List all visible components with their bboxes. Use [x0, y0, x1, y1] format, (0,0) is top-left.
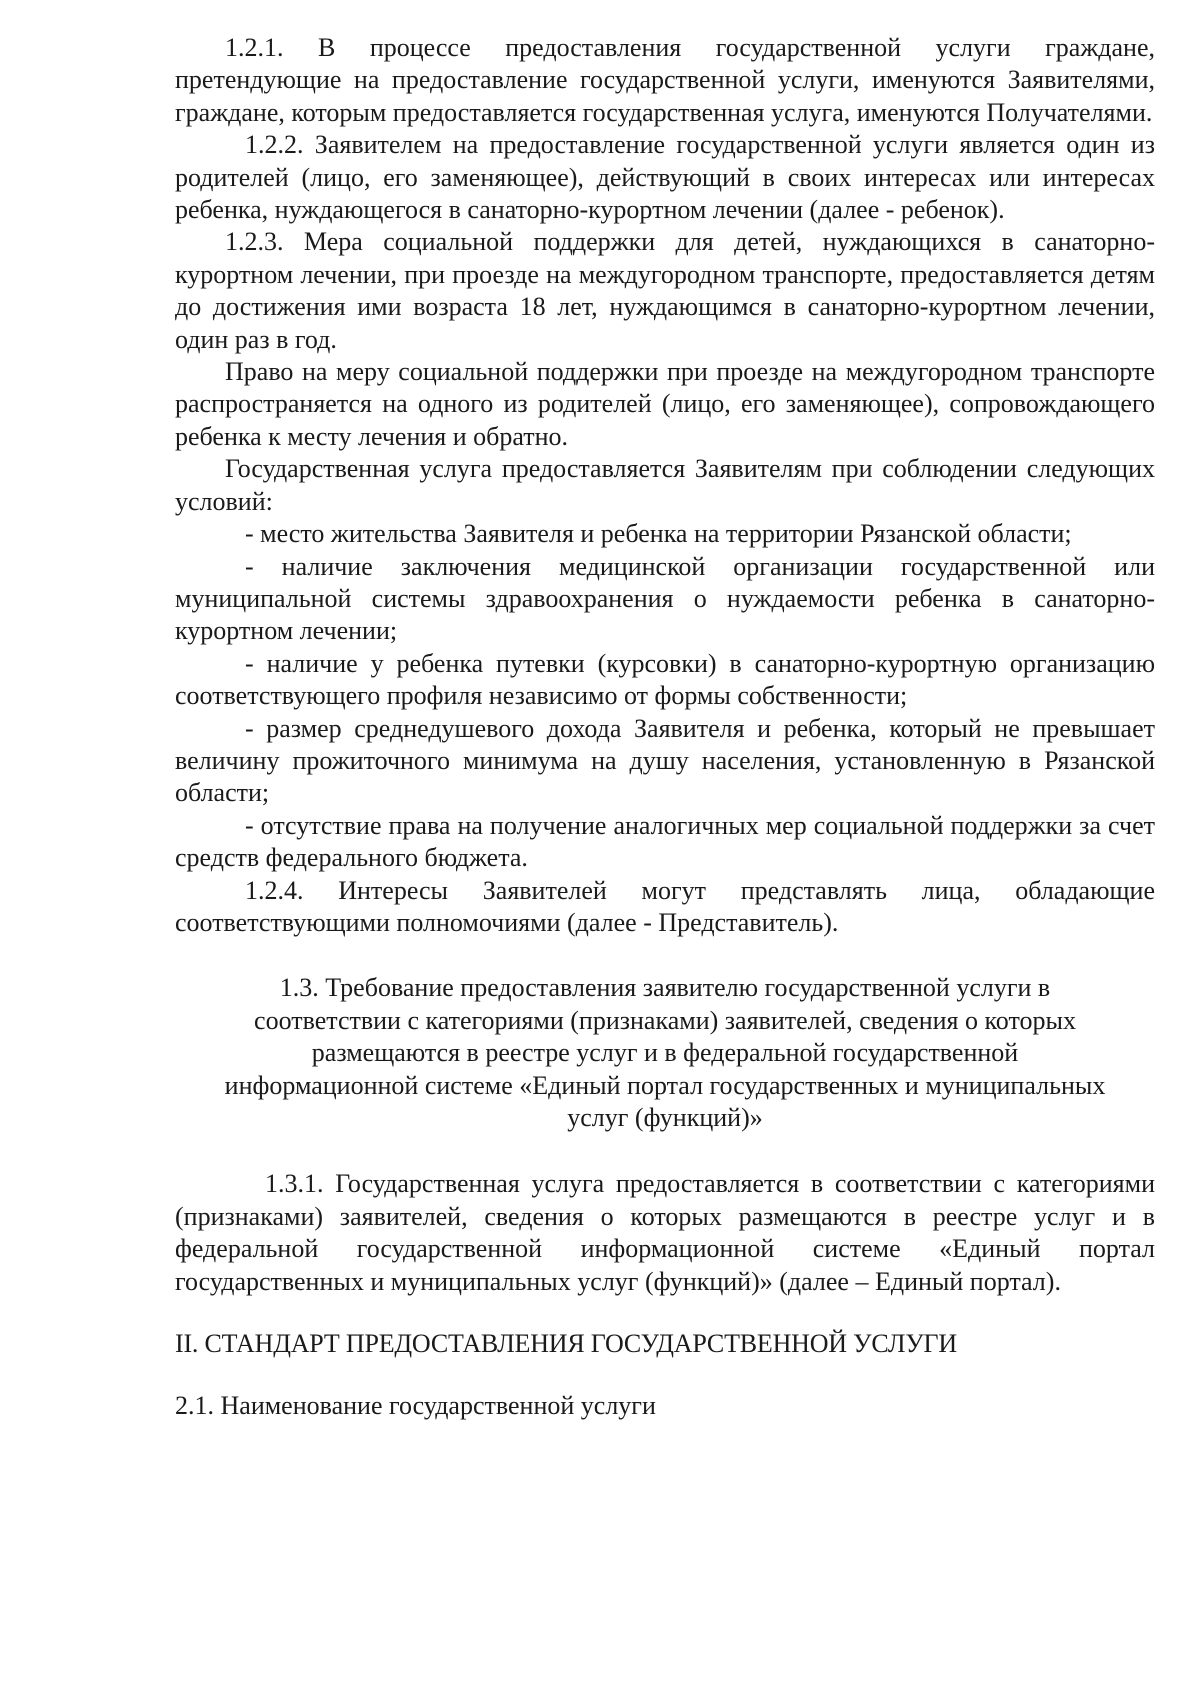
- paragraph-item-5: - отсутствие права на получение аналогичных мер социальной поддержки за счет средств федерального бюджета.: [175, 810, 1155, 873]
- heading-1-3: [175, 972, 1155, 1134]
- paragraph-item-3: - наличие у ребенка путевки (курсовки) в санаторно-курортную организацию соответствующего профиля независимо от формы собственности;: [175, 648, 1155, 711]
- paragraph-item-2: - наличие заключения медицинской организации государственной или муниципальной системы здравоохранения о нуждаемости ребенка в санаторно-курортном лечении;: [175, 551, 1155, 646]
- section-title: II. СТАНДАРТ ПРЕДОСТАВЛЕНИЯ ГОСУДАРСТВЕННОЙ УСЛУГИ: [175, 1329, 957, 1359]
- heading-1-3-line: соответствии с категориями (признаками) заявителей, сведения о которых: [254, 1005, 1076, 1035]
- paragraph-usloviya: Государственная услуга предоставляется Заявителям при соблюдении следующих условий:: [175, 454, 1155, 516]
- paragraph-1-3-1: 1.3.1. Государственная услуга предоставляется в соответствии с категориями (признаками) заявителей, сведения о которых размещаются в реестре услуг и в федеральной государственной информационной системе «Единый портал государственных и муниципальных услуг (функций)» (далее – Единый портал).: [175, 1169, 1155, 1296]
- paragraph-item-1: - место жительства Заявителя и ребенка на территории Рязанской области;: [245, 519, 1072, 549]
- paragraph-1-2-1: 1.2.1. В процессе предоставления государственной услуги граждане, претендующие на предоставление государственной услуги, именуются Заявителями, граждане, которым предоставляется государственная услуга, именуются Получателями.: [175, 33, 1155, 127]
- subsection-title: 2.1. Наименование государственной услуги: [175, 1391, 656, 1421]
- heading-1-3-line: информационной системе «Единый портал государственных и муниципальных: [224, 1070, 1106, 1100]
- heading-1-3-line: услуг (функций)»: [567, 1103, 763, 1132]
- paragraph-1-2-3: 1.2.3. Мера социальной поддержки для детей, нуждающихся в санаторно-курортном лечении, при проезде на междугородном транспорте, предоставляется детям до достижения ими возраста 18 лет, нуждающимся в санаторно-курортном лечении, один раз в год.: [175, 227, 1155, 354]
- paragraph-item-4: - размер среднедушевого дохода Заявителя и ребенка, который не превышает величину прожиточного минимума на душу населения, установленную в Рязанской области;: [175, 713, 1155, 808]
- paragraph-1-2-4: 1.2.4. Интересы Заявителей могут представлять лица, обладающие соответствующими полномочиями (далее - Представитель).: [175, 875, 1155, 937]
- heading-1-3-line: 1.3. Требование предоставления заявителю государственной услуги в: [279, 973, 1051, 1003]
- document-page: [175, 32, 1155, 1423]
- paragraph-1-2-2: 1.2.2. Заявителем на предоставление государственной услуги является один из родителей (лицо, его заменяющее), действующий в своих интересах или интересах ребенка, нуждающегося в санаторно-курортном лечении (далее - ребенок).: [175, 130, 1155, 225]
- paragraph-pravo: Право на меру социальной поддержки при проезде на междугородном транспорте распространяется на одного из родителей (лицо, его заменяющее), сопровождающего ребенка к месту лечения и обратно.: [175, 357, 1155, 451]
- heading-1-3-line: размещаются в реестре услуг и в федеральной государственной: [311, 1038, 1019, 1068]
- top-paragraphs: [175, 32, 1155, 939]
